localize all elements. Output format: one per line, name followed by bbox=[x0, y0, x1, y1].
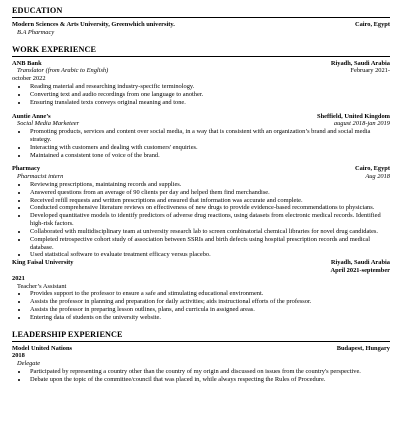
job-location: Riyadh, Saudi Arabia bbox=[330, 59, 390, 67]
list-item: • Received refill requests and written prescriptions and ensured that information was accurate and complete. bbox=[28, 197, 390, 205]
job-date: April 2021-september bbox=[330, 266, 390, 274]
job-subheader bbox=[12, 67, 390, 75]
job-bullets bbox=[12, 83, 390, 106]
leadership-year: 2018 bbox=[12, 352, 25, 360]
job-header bbox=[12, 259, 390, 267]
education-heading: EDUCATION bbox=[12, 6, 63, 15]
education-row bbox=[12, 21, 390, 29]
job-role: Pharmacist intern bbox=[17, 173, 64, 181]
job-subheader bbox=[12, 120, 390, 128]
work-heading: WORK EXPERIENCE bbox=[12, 44, 97, 54]
leadership-bullets bbox=[12, 368, 390, 384]
education-divider bbox=[12, 17, 390, 18]
leadership-header bbox=[12, 345, 390, 353]
list-item: • Interacting with customers and dealing with customers' enquiries. bbox=[28, 144, 390, 152]
list-item: • Ensuring translated texts conveys original meaning and tone. bbox=[28, 99, 390, 107]
employer-name: ANB Bank bbox=[12, 59, 42, 67]
list-item: • Collaborated with multidisciplinary team at university research lab to screen combinatorial chemical libraries for novel drug candidates. bbox=[28, 228, 390, 236]
list-item: • Participated by representing a country other than the country of my origin and discussed on issues from the country's perspective. bbox=[28, 368, 390, 376]
job-header bbox=[12, 60, 390, 68]
work-divider bbox=[12, 56, 390, 57]
job-role: Teacher’s Assistant bbox=[17, 282, 67, 290]
degree: B.A Pharmacy bbox=[17, 28, 55, 36]
job-date: august 2018-jan 2019 bbox=[333, 120, 390, 128]
list-item: • Answered questions from an average of 90 clients per day and helped them find merchandise. bbox=[28, 189, 390, 197]
list-item: • Conducted comprehensive literature reviews on effectiveness of new drugs to provide evidence-based recommendations to physicians. bbox=[28, 204, 390, 212]
employer-name: King Faisal University bbox=[12, 259, 74, 267]
job-role: Translator (from Arabic to English) bbox=[17, 67, 109, 75]
job-bullets bbox=[12, 290, 390, 321]
org-location: Budapest, Hungary bbox=[336, 344, 390, 352]
list-item: • Used statistical software to evaluate treatment efficacy versus placebo. bbox=[28, 251, 390, 259]
job-location: Riyadh, Saudi Arabia bbox=[330, 259, 390, 267]
leadership-divider bbox=[12, 341, 390, 342]
list-item: • Reading material and researching industry-specific terminology. bbox=[28, 83, 390, 91]
list-item: • Assists the professor in planning and preparation for daily activities; aids instructional efforts of the professor. bbox=[28, 298, 390, 306]
job-bullets bbox=[12, 181, 390, 259]
job-location: Sheffield, United Kingdom bbox=[317, 112, 390, 120]
job-date-continued: october 2022 bbox=[12, 75, 46, 83]
list-item: • Provides support to the professor to ensure a safe and stimulating educational environment. bbox=[28, 290, 390, 298]
job-location: Cairo, Egypt bbox=[354, 165, 390, 173]
employer-name: Pharmacy bbox=[12, 165, 41, 173]
job-subheader bbox=[12, 267, 390, 275]
leadership-heading: LEADERSHIP EXPERIENCE bbox=[12, 329, 123, 339]
job-date: February 2021- bbox=[350, 67, 390, 75]
list-item: • Maintained a consistent tone of voice of the brand. bbox=[28, 152, 390, 160]
list-item: • Developed quantitative models to identify predictors of adverse drug reactions, using datasets from electronic medical records. Identified high-risk factors. bbox=[28, 212, 390, 228]
list-item: • Converting text and audio recordings from one language to another. bbox=[28, 91, 390, 99]
job-role: Social Media Marketeer bbox=[17, 120, 80, 128]
job-bullets bbox=[12, 128, 390, 159]
job-header bbox=[12, 165, 390, 173]
list-item: • Debate upon the topic of the committee/council that was placed in, while always respecting the Rules of Procedure. bbox=[28, 376, 390, 384]
list-item: • Promoting products, services and content over social media, in a way that is consistent with an organization’s brand and social media strategy. bbox=[28, 128, 390, 144]
job-year: 2021 bbox=[12, 274, 25, 282]
list-item: • Entering data of students on the university website. bbox=[28, 314, 390, 322]
list-item: • Assists the professor in preparing lesson outlines, plans, and curricula in assigned areas. bbox=[28, 306, 390, 314]
employer-name: Auntie Anne’s bbox=[12, 112, 51, 120]
list-item: • Completed retrospective cohort study of association between SSRIs and birth defects using hospital prescription records and medical database. bbox=[28, 236, 390, 252]
org-name: Model United Nations bbox=[12, 344, 73, 352]
leadership-role: Delegate bbox=[17, 360, 41, 368]
school-name: Modern Sciences & Arts University, Greenwhich university. bbox=[12, 21, 175, 28]
job-date: Aug 2018 bbox=[365, 173, 390, 181]
job-subheader bbox=[12, 173, 390, 181]
list-item: • Reviewing prescriptions, maintaining records and supplies. bbox=[28, 181, 390, 189]
school-location: Cairo, Egypt bbox=[354, 21, 390, 28]
job-header bbox=[12, 113, 390, 121]
